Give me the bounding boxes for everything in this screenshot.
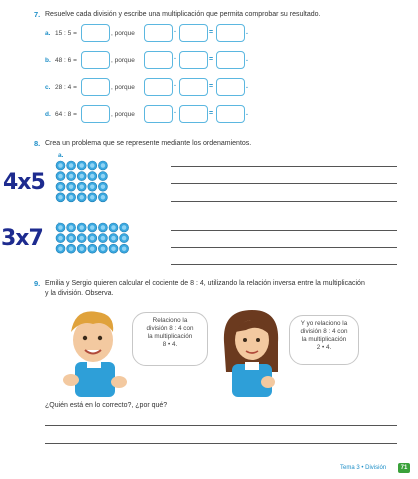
multiply-dot: ·	[174, 83, 177, 90]
counter-dot	[109, 223, 118, 232]
counter-dot	[98, 223, 107, 232]
item-letter: a.	[45, 30, 51, 37]
boy-bubble-line: Relaciono la	[152, 317, 188, 324]
porque-text: , porque	[111, 84, 135, 91]
product-answer-box[interactable]	[216, 24, 245, 42]
counter-dot	[88, 234, 97, 243]
counter-dot	[88, 182, 97, 191]
q8a-handwriting: 4x5	[3, 170, 45, 195]
quotient-answer-box[interactable]	[81, 105, 110, 123]
porque-text: , porque	[111, 57, 135, 64]
counter-dot	[98, 172, 107, 181]
girl-bubble-line: la multiplicación	[301, 336, 347, 343]
counter-array-svg	[55, 222, 131, 256]
multiply-dot: ·	[174, 56, 177, 63]
q8a-letter: a.	[58, 152, 64, 159]
footer-tema: Tema 3 • División	[340, 465, 387, 471]
girl-bubble-line: división 8 : 4 con	[300, 328, 348, 335]
counter-dot	[77, 234, 86, 243]
counter-array-a	[55, 160, 110, 209]
q9-question: ¿Quién está en lo correcto?, ¿por qué?	[45, 402, 168, 409]
product-answer-box[interactable]	[216, 51, 245, 69]
item-letter: d.	[45, 111, 51, 118]
counter-dot	[98, 234, 107, 243]
q9-number: 9.	[34, 279, 41, 288]
counter-dot	[67, 234, 76, 243]
counter-dot	[88, 223, 97, 232]
counter-dot	[120, 234, 129, 243]
counter-dot	[88, 161, 97, 170]
counter-dot	[98, 161, 107, 170]
counter-dot	[67, 161, 76, 170]
counter-dot	[120, 223, 129, 232]
equals-sign: =	[209, 56, 214, 63]
answer-line[interactable]	[45, 443, 397, 444]
boy-bubble-line: la multiplicación	[147, 333, 193, 340]
product-answer-box[interactable]	[216, 78, 245, 96]
counter-dot	[56, 244, 65, 253]
q9-instruction-line1: Emilia y Sergio quieren calcular el cociente de 8 : 4, utilizando la relación inversa entre la multiplicación	[45, 280, 365, 287]
counter-dot	[120, 244, 129, 253]
q8-instruction: Crea un problema que se represente mediante los ordenamientos.	[45, 140, 252, 147]
end-period: .	[246, 56, 248, 63]
counter-dot	[67, 172, 76, 181]
answer-line[interactable]	[171, 201, 397, 202]
quotient-answer-box[interactable]	[81, 78, 110, 96]
product-answer-box[interactable]	[216, 105, 245, 123]
division-expression: 48 : 6 =	[55, 57, 77, 64]
girl-bubble-line: 2 • 4.	[316, 344, 332, 351]
q8-number: 8.	[34, 139, 41, 148]
factor-answer-box[interactable]	[144, 105, 173, 123]
answer-line[interactable]	[45, 425, 397, 426]
factor-answer-box[interactable]	[144, 51, 173, 69]
multiply-dot: ·	[174, 29, 177, 36]
counter-dot	[98, 193, 107, 202]
counter-dot	[77, 182, 86, 191]
girl-illustration	[212, 302, 292, 397]
counter-dot	[67, 182, 76, 191]
factor-answer-box[interactable]	[144, 24, 173, 42]
equals-sign: =	[209, 83, 214, 90]
boy-speech-bubble	[132, 312, 208, 366]
counter-dot	[77, 161, 86, 170]
counter-dot	[77, 193, 86, 202]
item-letter: b.	[45, 57, 51, 64]
porque-text: , porque	[111, 111, 135, 118]
quotient-answer-box[interactable]	[81, 51, 110, 69]
counter-dot	[109, 234, 118, 243]
item-letter: c.	[45, 84, 51, 91]
counter-dot	[77, 172, 86, 181]
counter-dot	[56, 182, 65, 191]
counter-dot	[98, 244, 107, 253]
q9-instruction-line2: y la división. Observa.	[45, 290, 114, 297]
boy-bubble-line: 8 • 4.	[162, 341, 178, 348]
counter-dot	[67, 244, 76, 253]
q7-number: 7.	[34, 10, 41, 19]
counter-dot	[109, 244, 118, 253]
boy-illustration	[55, 302, 135, 397]
page-number: 71	[398, 463, 410, 473]
factor-answer-box[interactable]	[179, 105, 208, 123]
equals-sign: =	[209, 29, 214, 36]
q8b-handwriting: 3x7	[1, 226, 43, 251]
counter-dot	[88, 244, 97, 253]
quotient-answer-box[interactable]	[81, 24, 110, 42]
porque-text: , porque	[111, 30, 135, 37]
q7-instruction: Resuelve cada división y escribe una multiplicación que permita comprobar su resultado.	[45, 11, 321, 18]
counter-dot	[98, 182, 107, 191]
counter-dot	[77, 223, 86, 232]
factor-answer-box[interactable]	[179, 78, 208, 96]
division-expression: 64 : 8 =	[55, 111, 77, 118]
factor-answer-box[interactable]	[144, 78, 173, 96]
girl-speech-bubble	[289, 315, 359, 365]
counter-dot	[56, 193, 65, 202]
counter-dot	[56, 223, 65, 232]
division-expression: 28 : 4 =	[55, 84, 77, 91]
end-period: .	[246, 83, 248, 90]
counter-dot	[67, 223, 76, 232]
girl-bubble-line: Y yo relaciono la	[300, 320, 348, 327]
division-expression: 15 : 5 =	[55, 30, 77, 37]
counter-dot	[88, 193, 97, 202]
counter-array-svg	[55, 160, 110, 204]
answer-line[interactable]	[171, 230, 397, 231]
end-period: .	[246, 29, 248, 36]
counter-dot	[56, 234, 65, 243]
answer-line[interactable]	[171, 247, 397, 248]
answer-line[interactable]	[171, 166, 397, 167]
boy-bubble-line: división 8 : 4 con	[146, 325, 194, 332]
answer-line[interactable]	[171, 264, 397, 265]
counter-dot	[56, 172, 65, 181]
counter-array-b	[55, 222, 131, 261]
factor-answer-box[interactable]	[179, 51, 208, 69]
factor-answer-box[interactable]	[179, 24, 208, 42]
counter-dot	[56, 161, 65, 170]
answer-line[interactable]	[171, 183, 397, 184]
multiply-dot: ·	[174, 110, 177, 117]
counter-dot	[88, 172, 97, 181]
equals-sign: =	[209, 110, 214, 117]
counter-dot	[67, 193, 76, 202]
end-period: .	[246, 110, 248, 117]
counter-dot	[77, 244, 86, 253]
